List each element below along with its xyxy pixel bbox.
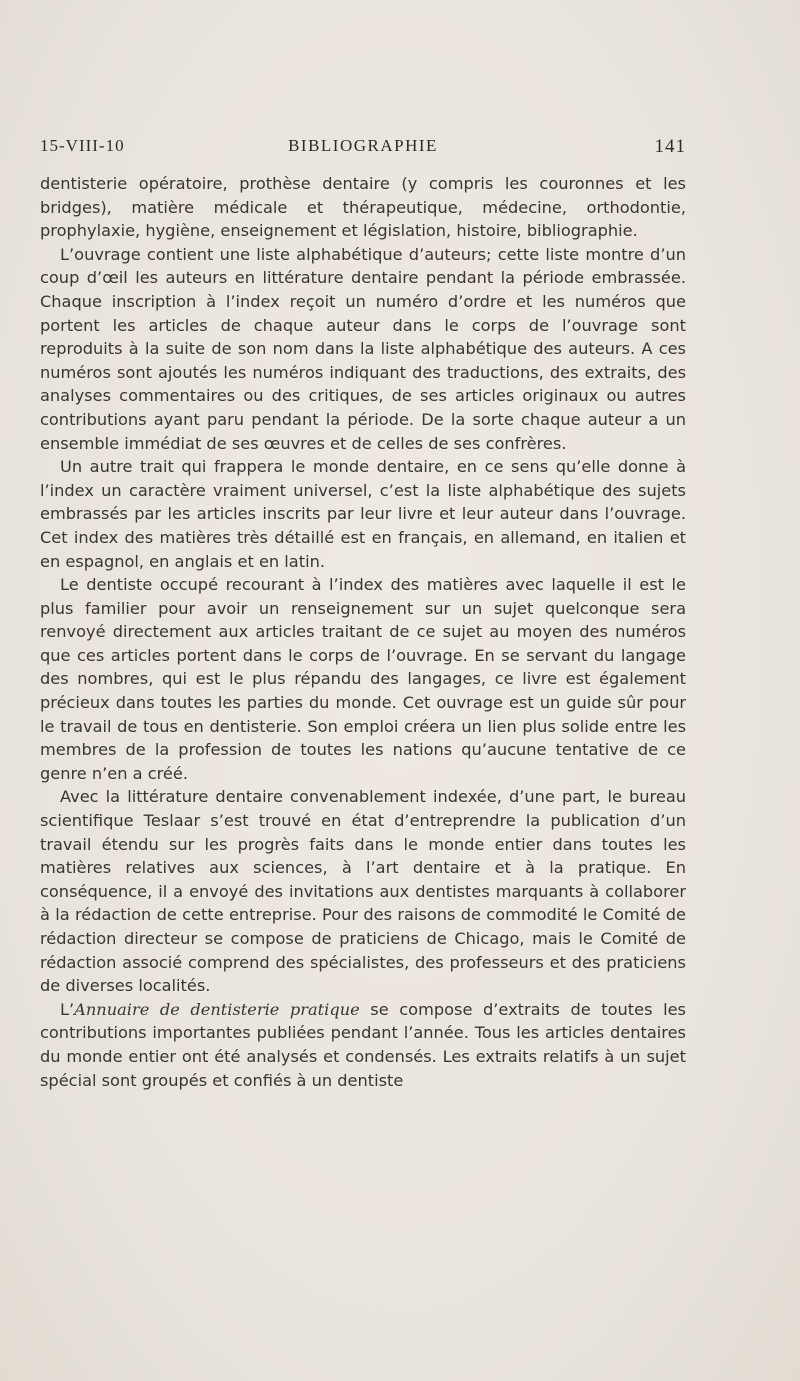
paragraph-busy-dentist: Le dentiste occupé recourant à l’index des matières avec laquelle il est le plus familier pour avoir un renseignement sur un sujet quelconque sera renvoyé directement aux articles traitant de ce sujet au moyen des numéros que ces articles portent dans le corps de l’ouvrage. En se servant du langage des nombres, qui est le plus répandu des langages, ce livre est également précieux dans toutes les parties du monde. Cet ouvrage est un guide sûr pour le travail de tous en dentisterie. Son emploi créera un lien plus solide entre les membres de la profession de toutes les nations qu’aucune tentative de ce genre n’en a créé.	[40, 575, 686, 783]
header-title: BIBLIOGRAPHIE	[288, 136, 438, 155]
page-number: 141	[654, 136, 686, 157]
paragraph-subject-index: Un autre trait qui frappera le monde dentaire, en ce sens qu’elle donne à l’index un caractère vraiment universel, c’est la liste alphabétique des sujets embrassés par les articles inscrits par leur livre et leur auteur dans l’ouvrage. Cet index des matières très détaillé est en français, en allemand, en italien et en espagnol, en anglais et en latin.	[40, 457, 686, 571]
paragraph-author-list: L’ouvrage contient une liste alphabétique d’auteurs; cette liste montre d’un coup d’œil les auteurs en littérature dentaire pendant la période embrassée. Chaque inscription à l’index reçoit un numéro d’ordre et les numéros que portent les articles de chaque auteur dans le corps de l’ouvrage sont reproduits à la suite de son nom dans la liste alphabétique des auteurs. A ces numéros sont ajoutés les numéros indiquant des traductions, des extraits, des analyses commentaires ou des critiques, de ses articles originaux ou autres contributions ayant paru pendant la période. De la sorte chaque auteur a un ensemble immédiat de ses œuvres et de celles de ses confrères.	[40, 244, 686, 453]
annuaire-text: se compose d’extraits de toutes les contributions importantes publiées pendant l’année. Tous les articles dentaires du monde entier ont été analysés et condensés. Les extraits relatifs à un sujet spécial sont groupés et confiés à un dentiste	[40, 999, 686, 1090]
paragraph-teslaar-bureau: Avec la littérature dentaire convenablement indexée, d’une part, le bureau scientifique Teslaar s’est trouvé en état d’entreprendre la publication d’un travail étendu sur les progrès faits dans le monde entier dans toutes les matières relatives aux sciences, à l’art dentaire et à la pratique. En conséquence, il a envoyé des invitations aux dentistes marquants à collaborer à la rédaction de cette entreprise. Pour des raisons de commodité le Comité de rédaction directeur se compose de praticiens de Chicago, mais le Comité de rédaction associé comprend des spécialistes, des professeurs et des praticiens de diverses localités.	[40, 787, 686, 996]
header-date: 15-VIII-10	[40, 136, 125, 155]
annuaire-title: Annuaire de dentisterie pratique	[74, 999, 360, 1019]
paragraph-continuation: dentisterie opératoire, prothèse dentaire (y compris les couronnes et les bridges), matière médicale et thérapeutique, médecine, orthodontie, prophylaxie, hygiène, enseignement et législation, histoire, bibliographie.	[40, 174, 686, 241]
body-text	[40, 172, 686, 1092]
annuaire-prefix: L’	[60, 999, 75, 1019]
paragraph-annuaire	[40, 998, 686, 1092]
running-header	[40, 136, 686, 162]
